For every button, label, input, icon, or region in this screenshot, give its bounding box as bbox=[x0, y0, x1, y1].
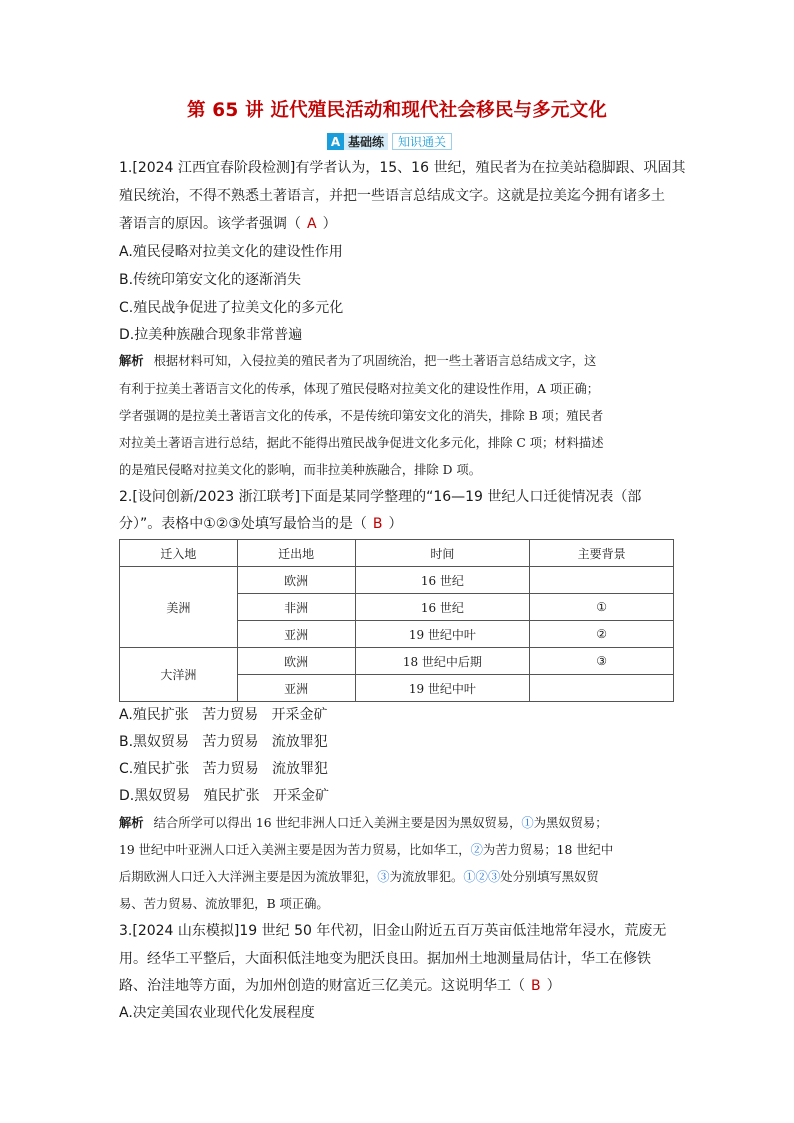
expl-marker: ③ bbox=[377, 870, 390, 884]
q2-explanation-line-2 bbox=[119, 840, 613, 858]
table-header: 时间 bbox=[355, 540, 530, 567]
badge-letter: A bbox=[327, 133, 344, 150]
q3-stem-text: 路、治洼地等方面，为加州创造的财富近三亿美元。这说明华工（ bbox=[119, 978, 525, 994]
expl-text: 后期欧洲人口迁入大洋洲主要是因为流放罪犯， bbox=[119, 870, 378, 884]
table-cell: 非洲 bbox=[237, 594, 355, 621]
q1-explanation-line-5: 的是殖民侵略对拉美文化的影响，而非拉美种族融合，排除 D 项。 bbox=[119, 463, 481, 477]
section-badge bbox=[327, 133, 452, 150]
option-part: 流放罪犯 bbox=[271, 761, 328, 777]
option-part: C.殖民扩张 bbox=[119, 761, 190, 777]
expl-text: 易、苦力贸易、流放罪犯，B 项正确。 bbox=[119, 897, 329, 911]
option-part: A.殖民扩张 bbox=[119, 707, 189, 723]
expl-text: 为黑奴贸易； bbox=[533, 816, 608, 830]
table-cell bbox=[530, 675, 674, 702]
table-cell: ③ bbox=[530, 648, 674, 675]
option-part: D.黑奴贸易 bbox=[119, 788, 191, 804]
table-cell: 亚洲 bbox=[237, 621, 355, 648]
q1-option-c: C.殖民战争促进了拉美文化的多元化 bbox=[119, 300, 344, 316]
q2-stem-line-2 bbox=[119, 513, 403, 533]
table-cell: 亚洲 bbox=[237, 675, 355, 702]
expl-text: 为流放罪犯。 bbox=[389, 870, 464, 884]
table-header: 迁入地 bbox=[120, 540, 238, 567]
q3-stem-line-1: 3.[2024 山东模拟]19 世纪 50 年代初，旧金山附近五百万英亩低洼地常年浸水，荒废无 bbox=[119, 923, 667, 939]
q1-explanation-line-3: 学者强调的是拉美土著语言文化的传承，不是传统印第安文化的消失，排除 B 项；殖民者 bbox=[119, 409, 604, 423]
option-part: 苦力贸易 bbox=[202, 734, 259, 750]
q3-stem-line-2: 用。经华工平整后，大面积低洼地变为肥沃良田。据加州土地测量局估计，华工在修铁 bbox=[119, 951, 651, 967]
q2-option-a bbox=[119, 704, 328, 724]
q2-answer: B bbox=[372, 516, 383, 532]
option-part: 苦力贸易 bbox=[202, 761, 259, 777]
q1-option-d: D.拉美种族融合现象非常普遍 bbox=[119, 327, 303, 343]
table-row bbox=[120, 648, 674, 675]
table-cell-destination: 大洋洲 bbox=[120, 648, 238, 702]
q1-stem-close: ） bbox=[322, 216, 337, 232]
option-part: B.黑奴贸易 bbox=[119, 734, 190, 750]
q1-explanation-label: 解析 bbox=[119, 354, 144, 368]
q1-explanation-line-4: 对拉美土著语言进行总结，据此不能得出殖民战争促进文化多元化，排除 C 项；材料描述 bbox=[119, 436, 604, 450]
table-cell: 18 世纪中后期 bbox=[355, 648, 530, 675]
q3-stem-close: ） bbox=[546, 978, 561, 994]
table-cell: ① bbox=[530, 594, 674, 621]
q1-answer: A bbox=[307, 216, 317, 232]
table-header: 迁出地 bbox=[237, 540, 355, 567]
expl-text: 为苦力贸易；18 世纪中 bbox=[482, 843, 614, 857]
page-title: 第 65 讲 近代殖民活动和现代社会移民与多元文化 bbox=[186, 100, 608, 121]
table-header-row bbox=[120, 540, 674, 567]
expl-text: 19 世纪中叶亚洲人口迁入美洲主要是因为苦力贸易，比如华工， bbox=[119, 843, 471, 857]
table-cell: 19 世纪中叶 bbox=[355, 675, 530, 702]
q3-option-a: A.决定美国农业现代化发展程度 bbox=[119, 1005, 315, 1021]
option-part: 开采金矿 bbox=[272, 788, 329, 804]
q3-stem-line-3 bbox=[119, 975, 561, 995]
option-part: 殖民扩张 bbox=[203, 788, 260, 804]
q2-option-c bbox=[119, 758, 328, 778]
q2-option-b bbox=[119, 731, 328, 751]
option-part: 苦力贸易 bbox=[202, 707, 259, 723]
badge-basic-label: 基础练 bbox=[344, 133, 388, 150]
option-part: 流放罪犯 bbox=[271, 734, 328, 750]
q2-stem-close: ） bbox=[388, 516, 403, 532]
option-part: 开采金矿 bbox=[271, 707, 328, 723]
expl-marker: ② bbox=[470, 843, 483, 857]
table-row bbox=[120, 567, 674, 594]
q2-stem-text: 分）”。表格中①②③处填写最恰当的是（ bbox=[119, 516, 367, 532]
table-cell: ② bbox=[530, 621, 674, 648]
table-header: 主要背景 bbox=[530, 540, 674, 567]
q2-stem-line-1: 2.[设问创新/2023 浙江联考]下面是某同学整理的“16—19 世纪人口迁徙情况表（部 bbox=[119, 489, 642, 505]
q1-option-a: A.殖民侵略对拉美文化的建设性作用 bbox=[119, 244, 343, 260]
table-cell-destination: 美洲 bbox=[120, 567, 238, 648]
table-cell: 欧洲 bbox=[237, 648, 355, 675]
table-cell: 16 世纪 bbox=[355, 567, 530, 594]
expl-text: 处分别填写黑奴贸 bbox=[500, 870, 599, 884]
table-cell: 19 世纪中叶 bbox=[355, 621, 530, 648]
expl-text: 结合所学可以得出 16 世纪非洲人口迁入美洲主要是因为黑奴贸易， bbox=[153, 816, 522, 830]
q1-explanation-text: 根据材料可知，入侵拉美的殖民者为了巩固统治，把一些土著语言总结成文字，这 bbox=[153, 354, 597, 368]
table-cell bbox=[530, 567, 674, 594]
q1-option-b: B.传统印第安文化的逐渐消失 bbox=[119, 272, 302, 288]
q2-explanation-line-4 bbox=[119, 894, 329, 912]
badge-knowledge-label: 知识通关 bbox=[392, 133, 452, 150]
table-cell: 欧洲 bbox=[237, 567, 355, 594]
q1-explanation-line-2: 有利于拉美土著语言文化的传承，体现了殖民侵略对拉美文化的建设性作用，A 项正确； bbox=[119, 382, 600, 396]
q1-stem-line-1: 1.[2024 江西宜春阶段检测]有学者认为，15、16 世纪，殖民者为在拉美站稳脚跟、巩固其 bbox=[119, 160, 686, 176]
migration-table bbox=[119, 539, 674, 702]
q1-stem-line-2: 殖民统治，不得不熟悉土著语言，并把一些语言总结成文字。这就是拉美迄今拥有诸多土 bbox=[119, 188, 665, 204]
table-cell: 16 世纪 bbox=[355, 594, 530, 621]
expl-marker: ①②③ bbox=[463, 870, 501, 884]
q2-explanation-label: 解析 bbox=[119, 816, 144, 830]
q1-explanation-line-1 bbox=[119, 351, 596, 369]
q3-answer: B bbox=[531, 978, 541, 994]
q2-explanation-line-1 bbox=[119, 813, 608, 831]
expl-marker: ① bbox=[521, 816, 534, 830]
q2-option-d bbox=[119, 785, 329, 805]
q1-stem-line-3 bbox=[119, 213, 337, 233]
q2-explanation-line-3 bbox=[119, 867, 599, 885]
q1-stem-text: 著语言的原因。该学者强调（ bbox=[119, 216, 301, 232]
